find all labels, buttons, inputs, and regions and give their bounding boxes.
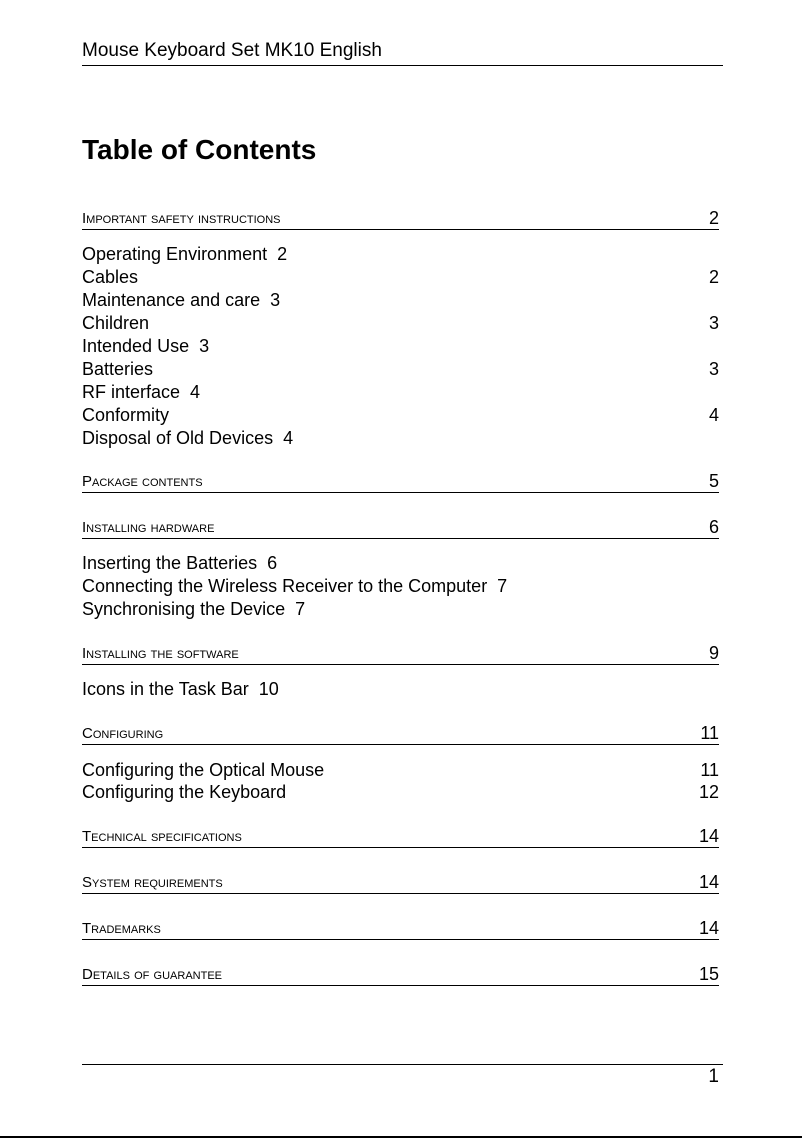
toc-entry-config-keyboard[interactable] [82,781,719,804]
toc-page-number: 5 [708,471,719,491]
toc-section-safety[interactable] [82,207,719,230]
page-header [82,40,723,66]
toc-entry-label: Configuring the Keyboard [82,782,287,802]
footer-divider [82,1064,723,1065]
toc-page-number: 4 [708,405,719,425]
toc-entry-label: Batteries [82,359,154,379]
toc-section-label: Details of guarantee [82,966,222,983]
toc-entry-inserting-batteries[interactable] [82,552,719,575]
toc-entry-synchronising[interactable] [82,598,719,621]
toc-entry-config-mouse[interactable] [82,759,719,782]
toc-entry-label: Operating Environment 2 [82,244,288,264]
toc-page-number: 15 [698,964,719,984]
toc-entry-label: Connecting the Wireless Receiver to the Computer 7 [82,576,508,596]
toc-entry-cables[interactable] [82,266,719,289]
toc-section-package-contents[interactable] [82,470,719,493]
toc-page-number: 9 [708,643,719,663]
toc-section-installing-hardware[interactable] [82,516,719,539]
toc-page-number: 2 [708,267,719,287]
toc-page-number: 14 [698,872,719,892]
toc-section-label: Package contents [82,473,203,490]
toc-entry-intended-use[interactable] [82,335,719,358]
toc-page-number: 3 [708,359,719,379]
toc-section-system-requirements[interactable] [82,871,719,894]
toc-page-number: 2 [708,208,719,228]
toc-entry-label: Conformity [82,405,170,425]
toc-entry-children[interactable] [82,312,719,335]
toc-entry-label: Intended Use 3 [82,336,210,356]
toc-section-label: Installing hardware [82,519,215,536]
toc-section-label: System requirements [82,874,223,891]
toc-entry-label: Disposal of Old Devices 4 [82,428,294,448]
toc-entry-conformity[interactable] [82,404,719,427]
page-title: Table of Contents [82,134,317,165]
toc-page-number: 14 [698,826,719,846]
toc-entry-label: Maintenance and care 3 [82,290,281,310]
toc-page-number: 14 [698,918,719,938]
toc-section-label: Trademarks [82,920,161,937]
toc-section-trademarks[interactable] [82,917,719,940]
toc-entry-operating[interactable] [82,243,719,266]
toc-page-number: 11 [700,760,719,780]
toc-entry-connecting-receiver[interactable] [82,575,719,598]
toc-entry-label: Icons in the Task Bar 10 [82,679,279,699]
toc-entry-label: Inserting the Batteries 6 [82,553,278,573]
toc-entry-maintenance[interactable] [82,289,719,312]
page-number: 1 [708,1066,719,1087]
toc-section-label: Installing the software [82,645,239,662]
toc-section-label: Technical specifications [82,828,242,845]
toc-page-number: 12 [698,782,719,802]
toc-entry-label: RF interface 4 [82,382,201,402]
toc-section-label: Important safety instructions [82,210,281,227]
toc-section-installing-software[interactable] [82,642,719,665]
toc-entry-rf-interface[interactable] [82,381,719,404]
toc-entry-label: Configuring the Optical Mouse [82,760,325,780]
toc-entry-label: Children [82,313,150,333]
toc-entry-batteries[interactable] [82,358,719,381]
toc-section-configuring[interactable] [82,722,719,745]
toc-entry-disposal[interactable] [82,427,719,450]
toc-entry-label: Synchronising the Device 7 [82,599,306,619]
toc-section-technical-specifications[interactable] [82,825,719,848]
toc-page-number: 11 [700,723,719,743]
toc-page-number: 6 [708,517,719,537]
toc-entry-label: Cables [82,267,139,287]
toc-page-number: 3 [708,313,719,333]
toc-section-details-of-guarantee[interactable] [82,963,719,986]
toc-entry-icons-task-bar[interactable] [82,678,719,701]
header-text: Mouse Keyboard Set MK10 English [82,40,382,61]
toc-section-label: Configuring [82,725,164,742]
